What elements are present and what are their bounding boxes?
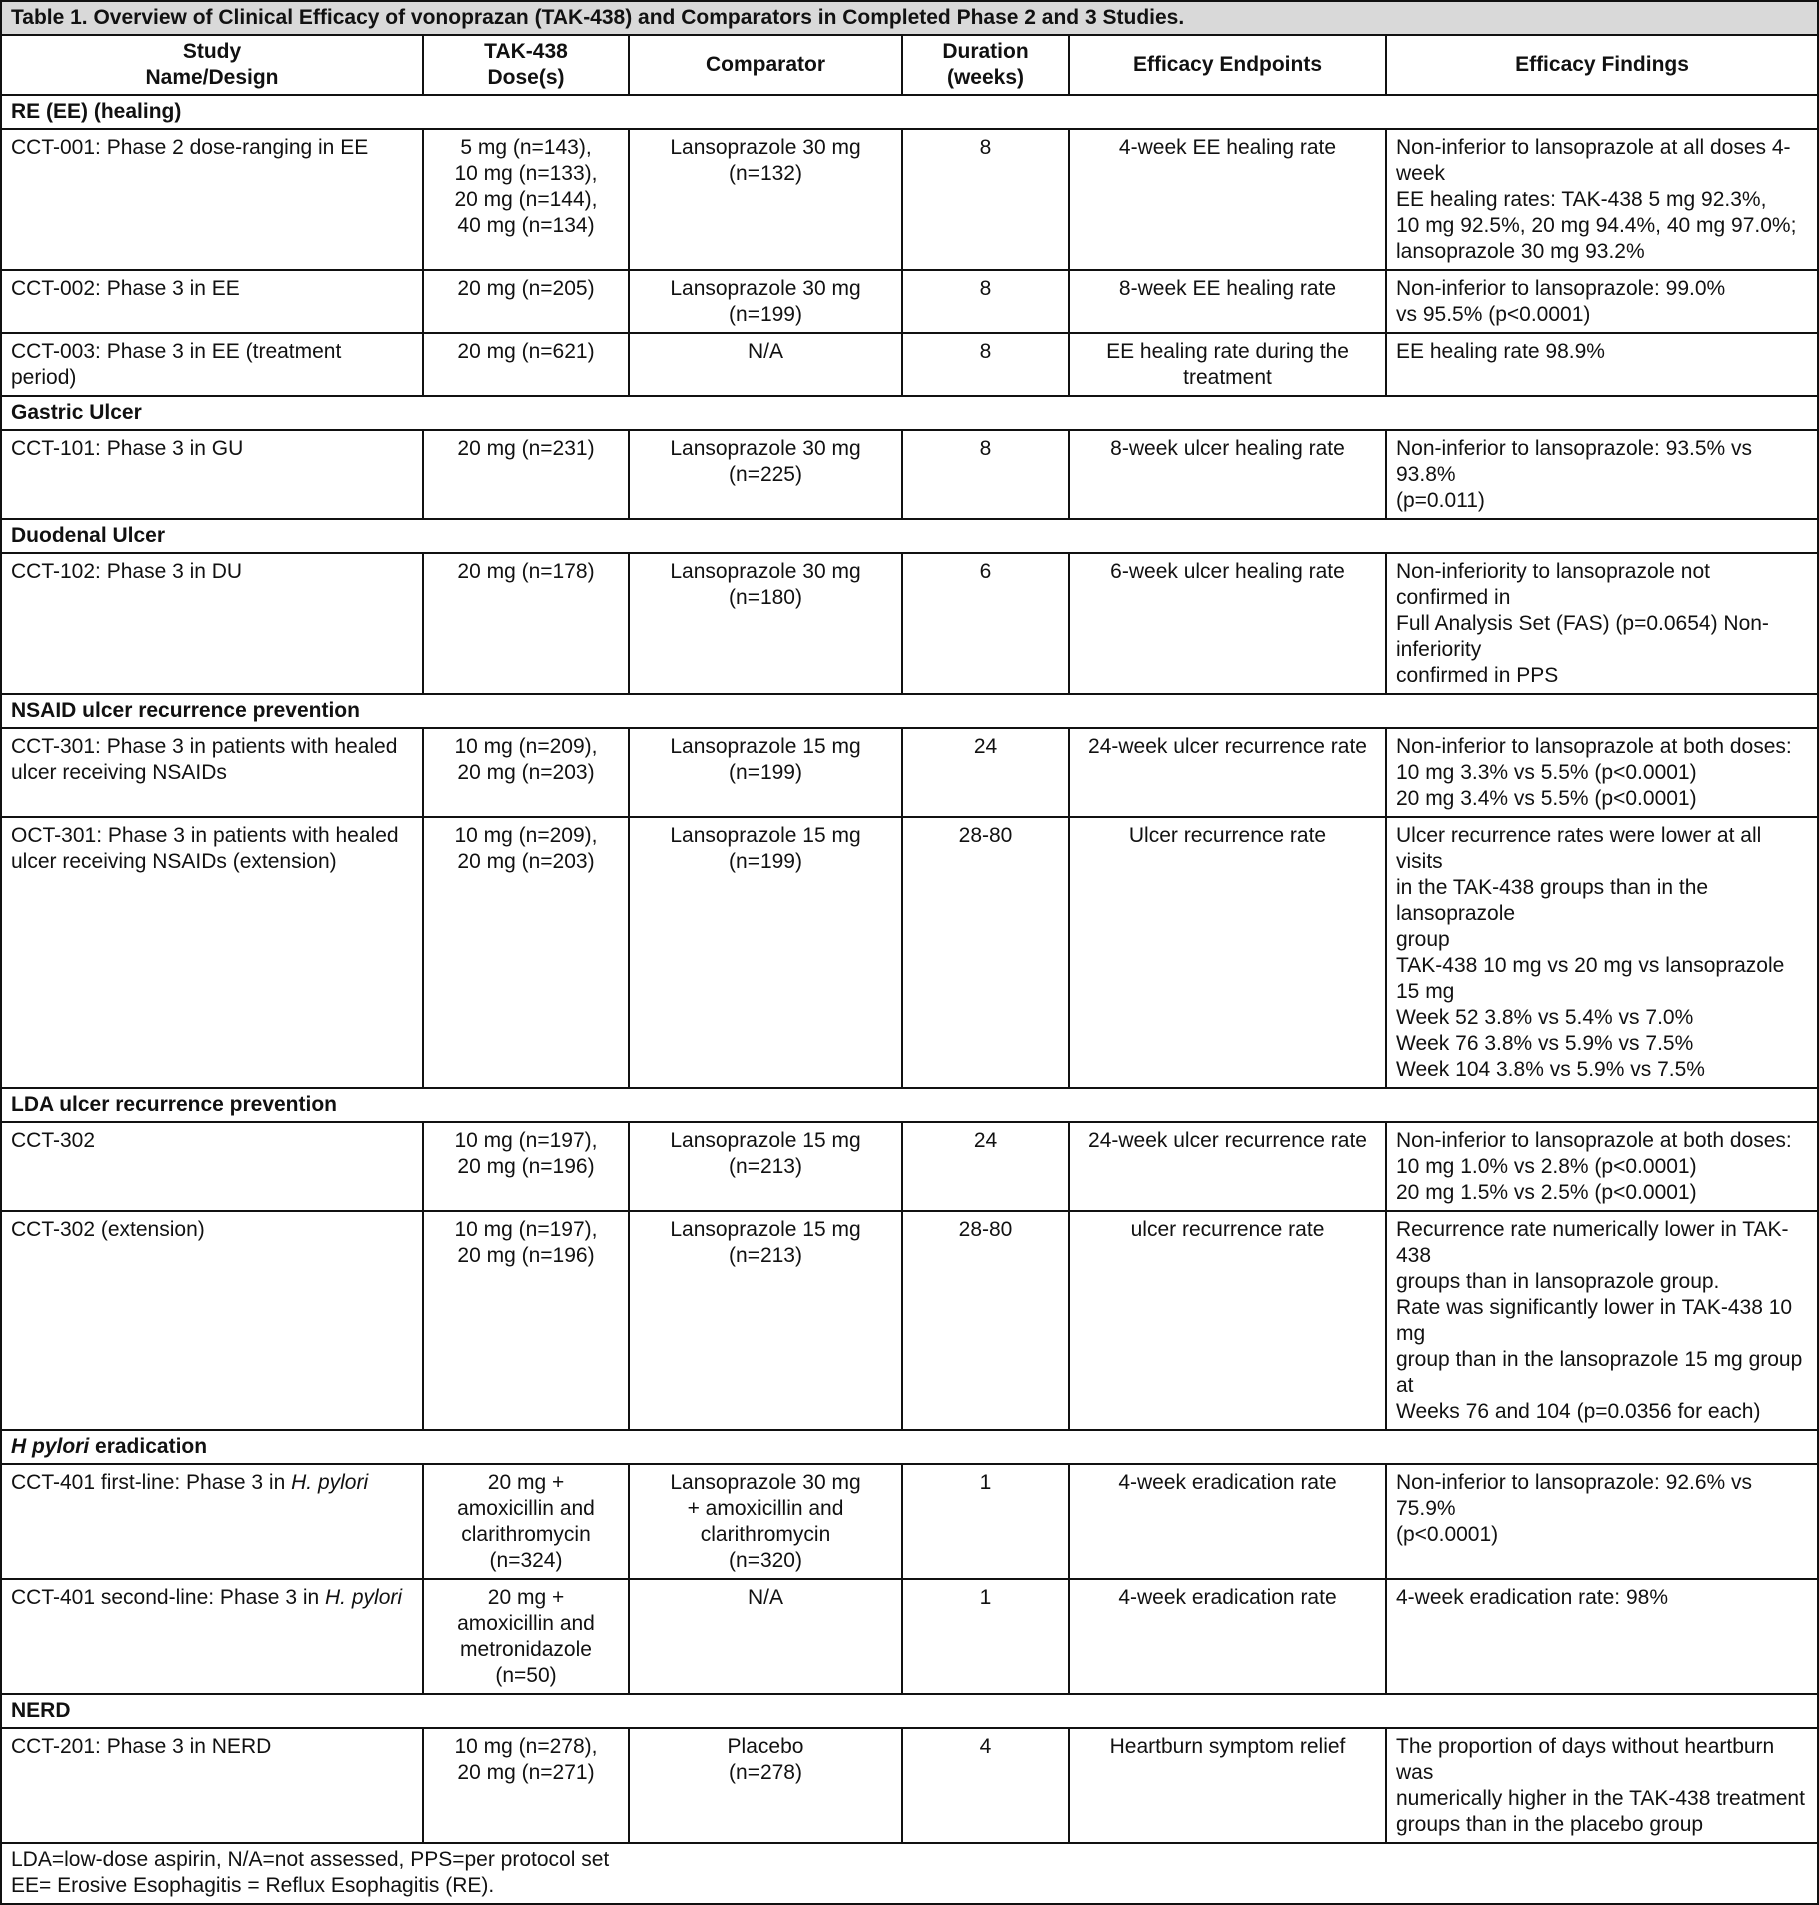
comparator-cell-text: Placebo — [727, 1735, 804, 1758]
findings-cell — [1386, 1579, 1818, 1694]
comparator-cell-text: (n=199) — [729, 761, 802, 784]
header-dose — [423, 35, 629, 95]
duration-cell-text: 8 — [979, 437, 992, 460]
table-row — [1, 1211, 1818, 1430]
footnotes-text: LDA=low-dose aspirin, N/A=not assessed, PPS=per protocol set — [11, 1848, 610, 1871]
table-row — [1, 270, 1818, 333]
section-title — [1, 95, 1818, 129]
header-text: Comparator — [705, 53, 826, 76]
dose-cell-text: 10 mg (n=209), — [454, 824, 598, 847]
dose-cell-text: 20 mg (n=205) — [457, 277, 595, 300]
study-cell-text: CCT-302 — [11, 1129, 96, 1152]
duration-cell-text: 28-80 — [958, 1218, 1013, 1241]
findings-cell-text: lansoprazole 30 mg 93.2% — [1396, 240, 1645, 263]
endpoint-cell-text: 24-week ulcer recurrence rate — [1088, 735, 1367, 758]
study-cell-text: CCT-003: Phase 3 in EE (treatment — [11, 340, 342, 363]
comparator-cell — [629, 1211, 902, 1430]
section-row — [1, 1694, 1818, 1728]
comparator-cell-text: Lansoprazole 15 mg — [670, 1129, 861, 1152]
table-row — [1, 553, 1818, 694]
section-row — [1, 694, 1818, 728]
comparator-cell-text: (n=320) — [729, 1549, 802, 1572]
findings-cell — [1386, 728, 1818, 817]
findings-cell-text: Non-inferior to lansoprazole: 92.6% vs 75.9% — [1396, 1471, 1753, 1520]
comparator-cell-text: (n=199) — [729, 850, 802, 873]
duration-cell-text: 24 — [973, 1129, 998, 1152]
findings-cell-text: groups than in lansoprazole group. — [1396, 1270, 1720, 1293]
section-row — [1, 95, 1818, 129]
endpoint-cell-text: Heartburn symptom relief — [1109, 1735, 1346, 1758]
section-title-text: NERD — [11, 1699, 71, 1722]
findings-cell — [1386, 1122, 1818, 1211]
header-text: Study — [182, 40, 242, 63]
endpoint-cell — [1069, 430, 1386, 519]
findings-cell-text: 10 mg 1.0% vs 2.8% (p<0.0001) — [1396, 1155, 1697, 1178]
table-row — [1, 129, 1818, 270]
study-cell-text: CCT-201: Phase 3 in NERD — [11, 1735, 272, 1758]
findings-cell — [1386, 1728, 1818, 1843]
section-title — [1, 1430, 1818, 1464]
endpoint-cell-text: 8-week ulcer healing rate — [1110, 437, 1345, 460]
dose-cell-text: 20 mg (n=271) — [457, 1761, 595, 1784]
dose-cell-text: 20 mg (n=621) — [457, 340, 595, 363]
findings-cell-text: Weeks 76 and 104 (p=0.0356 for each) — [1396, 1400, 1761, 1423]
comparator-cell-text: Lansoprazole 15 mg — [670, 1218, 861, 1241]
section-title — [1, 396, 1818, 430]
duration-cell — [902, 1122, 1069, 1211]
duration-cell-text: 6 — [979, 560, 992, 583]
dose-cell — [423, 1579, 629, 1694]
dose-cell-text: 20 mg + — [487, 1586, 565, 1609]
dose-cell-text: 10 mg (n=133), — [454, 162, 598, 185]
study-cell — [1, 817, 423, 1088]
comparator-cell-text: (n=213) — [729, 1244, 802, 1267]
header-text: Dose(s) — [487, 66, 565, 89]
endpoint-cell-text: 8-week EE healing rate — [1118, 277, 1337, 300]
comparator-cell-text: (n=225) — [729, 463, 802, 486]
comparator-cell — [629, 270, 902, 333]
dose-cell-text: 20 mg + — [487, 1471, 565, 1494]
comparator-cell-text: + amoxicillin and — [687, 1497, 844, 1520]
findings-cell-text: vs 95.5% (p<0.0001) — [1396, 303, 1591, 326]
header-row — [1, 35, 1818, 95]
comparator-cell-text: Lansoprazole 30 mg — [670, 277, 861, 300]
findings-cell-text: Non-inferior to lansoprazole at both doses: — [1396, 1129, 1792, 1152]
endpoint-cell-text: treatment — [1183, 366, 1272, 389]
study-cell-text: CCT-302 (extension) — [11, 1218, 205, 1241]
dose-cell — [423, 430, 629, 519]
findings-cell-text: confirmed in PPS — [1396, 664, 1559, 687]
dose-cell-text: (n=324) — [489, 1549, 563, 1572]
study-cell-text: CCT-401 second-line: Phase 3 in — [11, 1586, 326, 1609]
findings-cell — [1386, 1211, 1818, 1430]
section-title-text: LDA ulcer recurrence prevention — [11, 1093, 337, 1116]
findings-cell — [1386, 333, 1818, 396]
comparator-cell — [629, 553, 902, 694]
dose-cell-text: 10 mg (n=278), — [454, 1735, 598, 1758]
endpoint-cell — [1069, 1122, 1386, 1211]
section-title-text: RE (EE) (healing) — [11, 100, 182, 123]
comparator-cell-text: Lansoprazole 30 mg — [670, 560, 861, 583]
header-text: Name/Design — [145, 66, 279, 89]
table-row — [1, 817, 1818, 1088]
findings-cell-text: group than in the lansoprazole 15 mg group at — [1396, 1348, 1803, 1397]
header-text: Duration — [942, 40, 1029, 63]
header-study — [1, 35, 423, 95]
endpoint-cell — [1069, 817, 1386, 1088]
table-row — [1, 1728, 1818, 1843]
endpoint-cell — [1069, 270, 1386, 333]
duration-cell — [902, 1728, 1069, 1843]
header-text: TAK-438 — [484, 40, 568, 63]
section-title — [1, 694, 1818, 728]
header-endpoints — [1069, 35, 1386, 95]
table-row — [1, 1579, 1818, 1694]
dose-cell-text: amoxicillin and — [457, 1497, 595, 1520]
dose-cell — [423, 1122, 629, 1211]
findings-cell-text: TAK-438 10 mg vs 20 mg vs lansoprazole 15 mg — [1396, 954, 1785, 1003]
findings-cell-text: Recurrence rate numerically lower in TAK-438 — [1396, 1218, 1789, 1267]
table-row — [1, 728, 1818, 817]
duration-cell — [902, 1464, 1069, 1579]
findings-cell — [1386, 270, 1818, 333]
endpoint-cell-text: Ulcer recurrence rate — [1128, 824, 1327, 847]
dose-cell-text: clarithromycin — [461, 1523, 591, 1546]
findings-cell-text: EE healing rate 98.9% — [1396, 340, 1605, 363]
findings-cell-text: Rate was significantly lower in TAK-438 10 mg — [1396, 1296, 1793, 1345]
comparator-cell — [629, 1579, 902, 1694]
comparator-cell-text: (n=132) — [729, 162, 802, 185]
footnote-row — [1, 1843, 1818, 1904]
study-cell-text: period) — [11, 366, 77, 389]
findings-cell-text: Ulcer recurrence rates were lower at all visits — [1396, 824, 1762, 873]
findings-cell-text: Non-inferior to lansoprazole: 93.5% vs 93.8% — [1396, 437, 1753, 486]
findings-cell-text: in the TAK-438 groups than in the lansoprazole — [1396, 876, 1709, 925]
dose-cell — [423, 333, 629, 396]
findings-cell-text: 10 mg 3.3% vs 5.5% (p<0.0001) — [1396, 761, 1697, 784]
study-cell — [1, 333, 423, 396]
endpoint-cell-text: ulcer recurrence rate — [1130, 1218, 1325, 1241]
footnotes — [1, 1843, 1818, 1904]
duration-cell — [902, 728, 1069, 817]
dose-cell-text: 20 mg (n=196) — [457, 1155, 595, 1178]
dose-cell-text: 10 mg (n=197), — [454, 1218, 598, 1241]
comparator-cell — [629, 817, 902, 1088]
study-cell — [1, 270, 423, 333]
table-caption: Table 1. Overview of Clinical Efficacy of vonoprazan (TAK-438) and Comparators in Completed Phase 2 and 3 Studies. — [1, 1, 1818, 35]
findings-cell-text: Non-inferior to lansoprazole at both doses: — [1396, 735, 1792, 758]
endpoint-cell — [1069, 1211, 1386, 1430]
findings-cell — [1386, 129, 1818, 270]
endpoint-cell-text: 6-week ulcer healing rate — [1110, 560, 1345, 583]
section-title-text: NSAID ulcer recurrence prevention — [11, 699, 360, 722]
endpoint-cell — [1069, 129, 1386, 270]
findings-cell-text: Week 76 3.8% vs 5.9% vs 7.5% — [1396, 1032, 1694, 1055]
duration-cell — [902, 1211, 1069, 1430]
study-cell — [1, 1122, 423, 1211]
duration-cell — [902, 817, 1069, 1088]
dose-cell-text: 20 mg (n=196) — [457, 1244, 595, 1267]
dose-cell — [423, 1728, 629, 1843]
comparator-cell-text: Lansoprazole 30 mg — [670, 1471, 861, 1494]
header-findings — [1386, 35, 1818, 95]
footnotes-text: EE= Erosive Esophagitis = Reflux Esophagitis (RE). — [11, 1874, 495, 1897]
section-title-text: eradication — [89, 1435, 208, 1458]
study-cell-text: CCT-102: Phase 3 in DU — [11, 560, 243, 583]
study-cell-text: CCT-301: Phase 3 in patients with healed — [11, 735, 398, 758]
findings-cell-text: Full Analysis Set (FAS) (p=0.0654) Non-inferiority — [1396, 612, 1769, 661]
dose-cell-text: (n=50) — [495, 1664, 557, 1687]
findings-cell-text: (p<0.0001) — [1396, 1523, 1499, 1546]
duration-cell-text: 1 — [979, 1586, 992, 1609]
findings-cell — [1386, 1464, 1818, 1579]
header-text: Efficacy Findings — [1515, 53, 1689, 76]
study-cell-text: ulcer receiving NSAIDs — [11, 761, 227, 784]
dose-cell — [423, 728, 629, 817]
comparator-cell — [629, 1464, 902, 1579]
findings-cell-text: Week 52 3.8% vs 5.4% vs 7.0% — [1396, 1006, 1694, 1029]
comparator-cell — [629, 129, 902, 270]
section-row — [1, 519, 1818, 553]
section-title — [1, 1088, 1818, 1122]
findings-cell-text: Non-inferiority to lansoprazole not confirmed in — [1396, 560, 1710, 609]
comparator-cell — [629, 728, 902, 817]
study-cell-text: OCT-301: Phase 3 in patients with healed — [11, 824, 399, 847]
dose-cell — [423, 817, 629, 1088]
dose-cell — [423, 553, 629, 694]
section-row — [1, 1430, 1818, 1464]
study-cell — [1, 728, 423, 817]
dose-cell — [423, 270, 629, 333]
study-cell — [1, 430, 423, 519]
comparator-cell-text: (n=180) — [729, 586, 802, 609]
duration-cell — [902, 129, 1069, 270]
findings-cell-text: 20 mg 1.5% vs 2.5% (p<0.0001) — [1396, 1181, 1697, 1204]
duration-cell — [902, 333, 1069, 396]
comparator-cell-text: Lansoprazole 15 mg — [670, 735, 861, 758]
study-cell — [1, 1728, 423, 1843]
findings-cell-text: 4-week eradication rate: 98% — [1396, 1586, 1668, 1609]
study-cell-text: CCT-001: Phase 2 dose-ranging in EE — [11, 136, 369, 159]
table-row — [1, 333, 1818, 396]
endpoint-cell — [1069, 1464, 1386, 1579]
findings-cell-text: group — [1396, 928, 1450, 951]
findings-cell-text: numerically higher in the TAK-438 treatment — [1396, 1787, 1805, 1810]
section-title-italic: H pylori — [11, 1435, 90, 1458]
duration-cell — [902, 270, 1069, 333]
endpoint-cell-text: 4-week eradication rate — [1118, 1471, 1337, 1494]
table-body — [1, 1, 1818, 1904]
endpoint-cell — [1069, 1728, 1386, 1843]
duration-cell-text: 24 — [973, 735, 998, 758]
duration-cell-text: 8 — [979, 136, 992, 159]
endpoint-cell — [1069, 1579, 1386, 1694]
endpoint-cell-text: 4-week eradication rate — [1118, 1586, 1337, 1609]
section-row — [1, 396, 1818, 430]
study-cell-italic: H. pylori — [291, 1471, 369, 1494]
study-cell-text: CCT-002: Phase 3 in EE — [11, 277, 240, 300]
findings-cell-text: The proportion of days without heartburn was — [1396, 1735, 1775, 1784]
findings-cell-text: Non-inferior to lansoprazole at all doses 4-week — [1396, 136, 1791, 185]
caption-row — [1, 1, 1818, 35]
comparator-cell-text: (n=278) — [729, 1761, 802, 1784]
section-title-text: Duodenal Ulcer — [11, 524, 166, 547]
section-title — [1, 519, 1818, 553]
dose-cell-text: metronidazole — [460, 1638, 592, 1661]
study-cell-text: ulcer receiving NSAIDs (extension) — [11, 850, 337, 873]
dose-cell-text: 20 mg (n=144), — [454, 188, 598, 211]
comparator-cell-text: N/A — [747, 340, 783, 363]
duration-cell-text: 8 — [979, 277, 992, 300]
comparator-cell-text: N/A — [747, 1586, 783, 1609]
findings-cell-text: (p=0.011) — [1396, 489, 1485, 512]
dose-cell-text: 20 mg (n=178) — [457, 560, 595, 583]
table-row — [1, 1464, 1818, 1579]
table-row — [1, 1122, 1818, 1211]
comparator-cell-text: Lansoprazole 30 mg — [670, 136, 861, 159]
header-duration — [902, 35, 1069, 95]
comparator-cell — [629, 1728, 902, 1843]
comparator-cell-text: Lansoprazole 30 mg — [670, 437, 861, 460]
endpoint-cell-text: 4-week EE healing rate — [1118, 136, 1337, 159]
findings-cell-text: groups than in the placebo group — [1396, 1813, 1704, 1836]
study-cell-text: CCT-401 first-line: Phase 3 in — [11, 1471, 292, 1494]
findings-cell — [1386, 553, 1818, 694]
study-cell-text: CCT-101: Phase 3 in GU — [11, 437, 244, 460]
endpoint-cell — [1069, 333, 1386, 396]
study-cell — [1, 1211, 423, 1430]
duration-cell-text: 1 — [979, 1471, 992, 1494]
comparator-cell-text: (n=213) — [729, 1155, 802, 1178]
dose-cell-text: 5 mg (n=143), — [460, 136, 592, 159]
findings-cell-text: Non-inferior to lansoprazole: 99.0% — [1396, 277, 1726, 300]
dose-cell-text: amoxicillin and — [457, 1612, 595, 1635]
header-comparator — [629, 35, 902, 95]
dose-cell-text: 40 mg (n=134) — [457, 214, 595, 237]
duration-cell — [902, 430, 1069, 519]
header-text: (weeks) — [946, 66, 1025, 89]
comparator-cell-text: clarithromycin — [700, 1523, 831, 1546]
duration-cell-text: 28-80 — [958, 824, 1013, 847]
study-cell — [1, 1464, 423, 1579]
study-cell — [1, 1579, 423, 1694]
endpoint-cell-text: 24-week ulcer recurrence rate — [1088, 1129, 1367, 1152]
endpoint-cell-text: EE healing rate during the — [1106, 340, 1349, 363]
comparator-cell-text: Lansoprazole 15 mg — [670, 824, 861, 847]
dose-cell-text: 20 mg (n=231) — [457, 437, 595, 460]
table-row — [1, 430, 1818, 519]
duration-cell-text: 8 — [979, 340, 992, 363]
study-cell-italic: H. pylori — [325, 1586, 403, 1609]
dose-cell-text: 20 mg (n=203) — [457, 761, 595, 784]
duration-cell-text: 4 — [979, 1735, 992, 1758]
dose-cell — [423, 1211, 629, 1430]
dose-cell-text: 10 mg (n=197), — [454, 1129, 598, 1152]
findings-cell — [1386, 817, 1818, 1088]
endpoint-cell — [1069, 728, 1386, 817]
findings-cell-text: 20 mg 3.4% vs 5.5% (p<0.0001) — [1396, 787, 1697, 810]
findings-cell-text: 10 mg 92.5%, 20 mg 94.4%, 40 mg 97.0%; — [1396, 214, 1797, 237]
study-cell — [1, 129, 423, 270]
endpoint-cell — [1069, 553, 1386, 694]
duration-cell — [902, 1579, 1069, 1694]
section-row — [1, 1088, 1818, 1122]
duration-cell — [902, 553, 1069, 694]
dose-cell — [423, 1464, 629, 1579]
section-title — [1, 1694, 1818, 1728]
header-text: Efficacy Endpoints — [1132, 53, 1323, 76]
study-cell — [1, 553, 423, 694]
findings-cell-text: Week 104 3.8% vs 5.9% vs 7.5% — [1396, 1058, 1705, 1081]
dose-cell — [423, 129, 629, 270]
dose-cell-text: 10 mg (n=209), — [454, 735, 598, 758]
section-title-text: Gastric Ulcer — [11, 401, 142, 424]
comparator-cell — [629, 333, 902, 396]
dose-cell-text: 20 mg (n=203) — [457, 850, 595, 873]
comparator-cell — [629, 1122, 902, 1211]
findings-cell-text: EE healing rates: TAK-438 5 mg 92.3%, — [1396, 188, 1767, 211]
findings-cell — [1386, 430, 1818, 519]
comparator-cell — [629, 430, 902, 519]
comparator-cell-text: (n=199) — [729, 303, 802, 326]
